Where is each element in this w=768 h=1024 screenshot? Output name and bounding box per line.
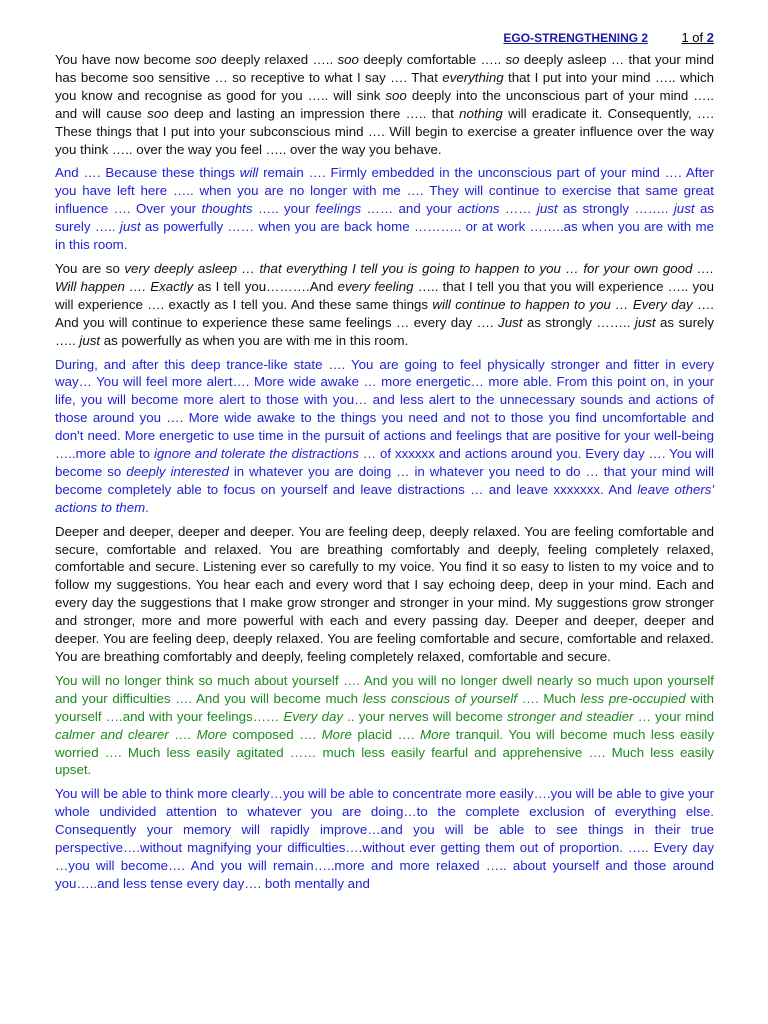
italic-text: leave others' actions to them [55, 481, 714, 515]
text-run: remain …. Firmly embedded in the unconscious part of your mind …. After you have left here ….. when you are no longer with me …. They will continue to exercise that same great influence …. Over your [55, 165, 714, 217]
italic-text: everything [442, 69, 504, 85]
italic-text: soo [195, 52, 217, 67]
text-run: deeply comfortable ….. [358, 52, 506, 67]
italic-text: thoughts [201, 201, 253, 217]
italic-text: Just [498, 314, 523, 330]
text-run: …. And you will continue to experience these same feelings … every day …. [55, 296, 714, 330]
italic-text: actions [457, 201, 500, 217]
text-run: will eradicate it. Consequently, …. These things that I put into your subconscious mind …. Will begin to exercise a greater influence over the way you think ….. over the way you feel ….. over the way you behave. [55, 105, 715, 157]
text-run: And …. Because these things [55, 165, 240, 181]
text-run: … your mind [633, 708, 715, 724]
page-of-label: of [692, 30, 704, 45]
text-run: …. Much [517, 690, 581, 706]
text-run: as surely ….. [55, 201, 714, 235]
text-run: You will no longer think so much about yourself …. And you will no longer dwell nearly so much upon yourself and your difficulties …. And you will become much [55, 672, 714, 706]
text-run: deep and lasting an impression there ….. that [168, 105, 460, 121]
text-run: .. your nerves will become [343, 708, 507, 724]
paragraph-6 [55, 672, 714, 779]
italic-text: will [239, 165, 259, 181]
italic-text: just [536, 201, 558, 217]
text-run: tranquil. You will become much less easily worried …. Much less easily agitated …… much less easily fearful and apprehensive …. Much less easily upset. [55, 726, 714, 778]
italic-text: less pre-occupied [580, 690, 686, 706]
italic-text: calmer and clearer [55, 726, 169, 742]
text-run: . [145, 499, 149, 515]
italic-text: More [321, 726, 352, 742]
italic-text: will continue to happen to you … Every day [432, 296, 693, 312]
text-run: Deeper and deeper, deeper and deeper. You are feeling deep, deeply relaxed. You are feeling comfortable and secure, comfortable and relaxed. You are breathing comfortably and deeply, feeling completely relaxed, comfortable and secure. Listening ever so carefully to my voice. You find it so easy to listen to my voice and to follow my suggestions. You hear each and every word that I say echoing deep, deep in your mind. Each and every day the suggestions that I make grow stronger and stronger in your mind. My suggestions grow stronger and stronger, more and more powerful with each and every passing day. Deeper and deeper, deeper and deeper. You are feeling deep, deeply relaxed. You are feeling comfortable and secure, comfortable and relaxed. You are breathing comfortably and deeply, feeling completely relaxed, comfortable and secure. [55, 523, 714, 664]
paragraph-1 [55, 51, 714, 158]
italic-text: More [196, 726, 227, 742]
text-run: You will be able to think more clearly…you will be able to concentrate more easily….you will be able to give your whole undivided attention to whatever you are doing…to the complete exclusion of everything else. Consequently your memory will rapidly improve…and you will be able to see things in their true perspective….without magnifying your difficulties….without ever getting them out of proportion. ….. Every day …you will become…. And you will remain…..more and more relaxed ….. about yourself and those around you…..and less tense every day…. both mentally and [55, 786, 714, 891]
text-run: ….. your [252, 201, 316, 217]
italic-text: soo [147, 105, 169, 121]
italic-text: very deeply asleep … that everything I tell you is going to happen to you … for your own good …. Will happen …. Exactly [55, 260, 714, 294]
italic-text: soo [385, 87, 407, 103]
italic-text: just [79, 332, 101, 348]
paragraph-4 [55, 356, 714, 517]
text-run: as powerfully as when you are with me in this room. [100, 332, 409, 348]
text-run: placid …. [351, 726, 421, 742]
text-run: …… [499, 201, 537, 217]
text-run: During, and after this deep trance-like state …. You are going to feel physically stronger and fitter in every way… You will feel more alert…. More wide awake … more energetic… more able. From this point on, in your life, you will become more alert to those with you… and less alert to the unnecessary sounds and actions of those around you …. More wide awake to the things you need and not to those you find uncomfortable and don't need. More energetic to use time in the pursuit of actions and feelings that are positive for your well-being …..more able to [55, 356, 714, 462]
page-total: 2 [706, 30, 714, 45]
italic-text: just [634, 314, 656, 330]
italic-text: nothing [459, 105, 503, 121]
document-title: EGO-STRENGTHENING 2 [503, 31, 649, 45]
text-run: You have now become [55, 52, 196, 67]
italic-text: feelings [315, 201, 362, 217]
paragraph-3 [55, 260, 714, 350]
page-header [503, 30, 714, 45]
italic-text: just [673, 201, 695, 217]
text-run: ….. that I tell you that you will experience ….. you will experience …. exactly as I tell you. And these same things [55, 278, 715, 312]
text-run: in whatever you are doing … in whatever you need to do … that your mind will become completely able to focus on yourself and leave distractions … and leave xxxxxxx. And [55, 463, 714, 497]
text-run: composed …. [226, 726, 322, 742]
text-run: as powerfully …… when you are back home ……….. or at work ……..as when you are with me in this room. [55, 219, 714, 253]
italic-text: every feeling [337, 278, 414, 294]
text-run: …… and your [361, 201, 458, 217]
text-run: with yourself ….and with your feelings…… [55, 690, 714, 724]
italic-text: so [505, 52, 520, 67]
italic-text: less conscious of yourself [362, 690, 518, 706]
text-run: as surely ….. [55, 314, 714, 348]
text-run: as strongly …….. [557, 201, 674, 217]
page-current: 1 [681, 30, 689, 45]
text-run: deeply into the unconscious part of your mind ….. and will cause [55, 87, 714, 121]
text-run: as strongly …….. [522, 314, 635, 330]
italic-text: deeply interested [126, 463, 229, 479]
text-run: deeply relaxed ….. [216, 52, 338, 67]
text-run: deeply asleep … that your mind has become soo sensitive … so receptive to what I say …. That [55, 52, 714, 85]
text-run: You are so [55, 260, 125, 276]
italic-text: More [420, 726, 451, 742]
italic-text: ignore and tolerate the distractions [153, 446, 359, 462]
text-run: that I put into your mind ….. which you know and recognise as good for you ….. will sink [55, 69, 714, 103]
paragraph-5 [55, 523, 714, 666]
italic-text: Every day [283, 708, 344, 724]
text-run: … of xxxxxx and actions around you. Every day …. You will become so [55, 446, 715, 479]
document-body [55, 51, 714, 899]
italic-text: soo [337, 52, 359, 67]
paragraph-7 [55, 785, 714, 892]
page-indicator [681, 30, 714, 45]
italic-text: just [119, 219, 141, 235]
paragraph-2 [55, 164, 714, 254]
italic-text: stronger and steadier [506, 708, 634, 724]
text-run: as I tell you……….And [193, 278, 338, 294]
text-run: …. [168, 726, 197, 742]
